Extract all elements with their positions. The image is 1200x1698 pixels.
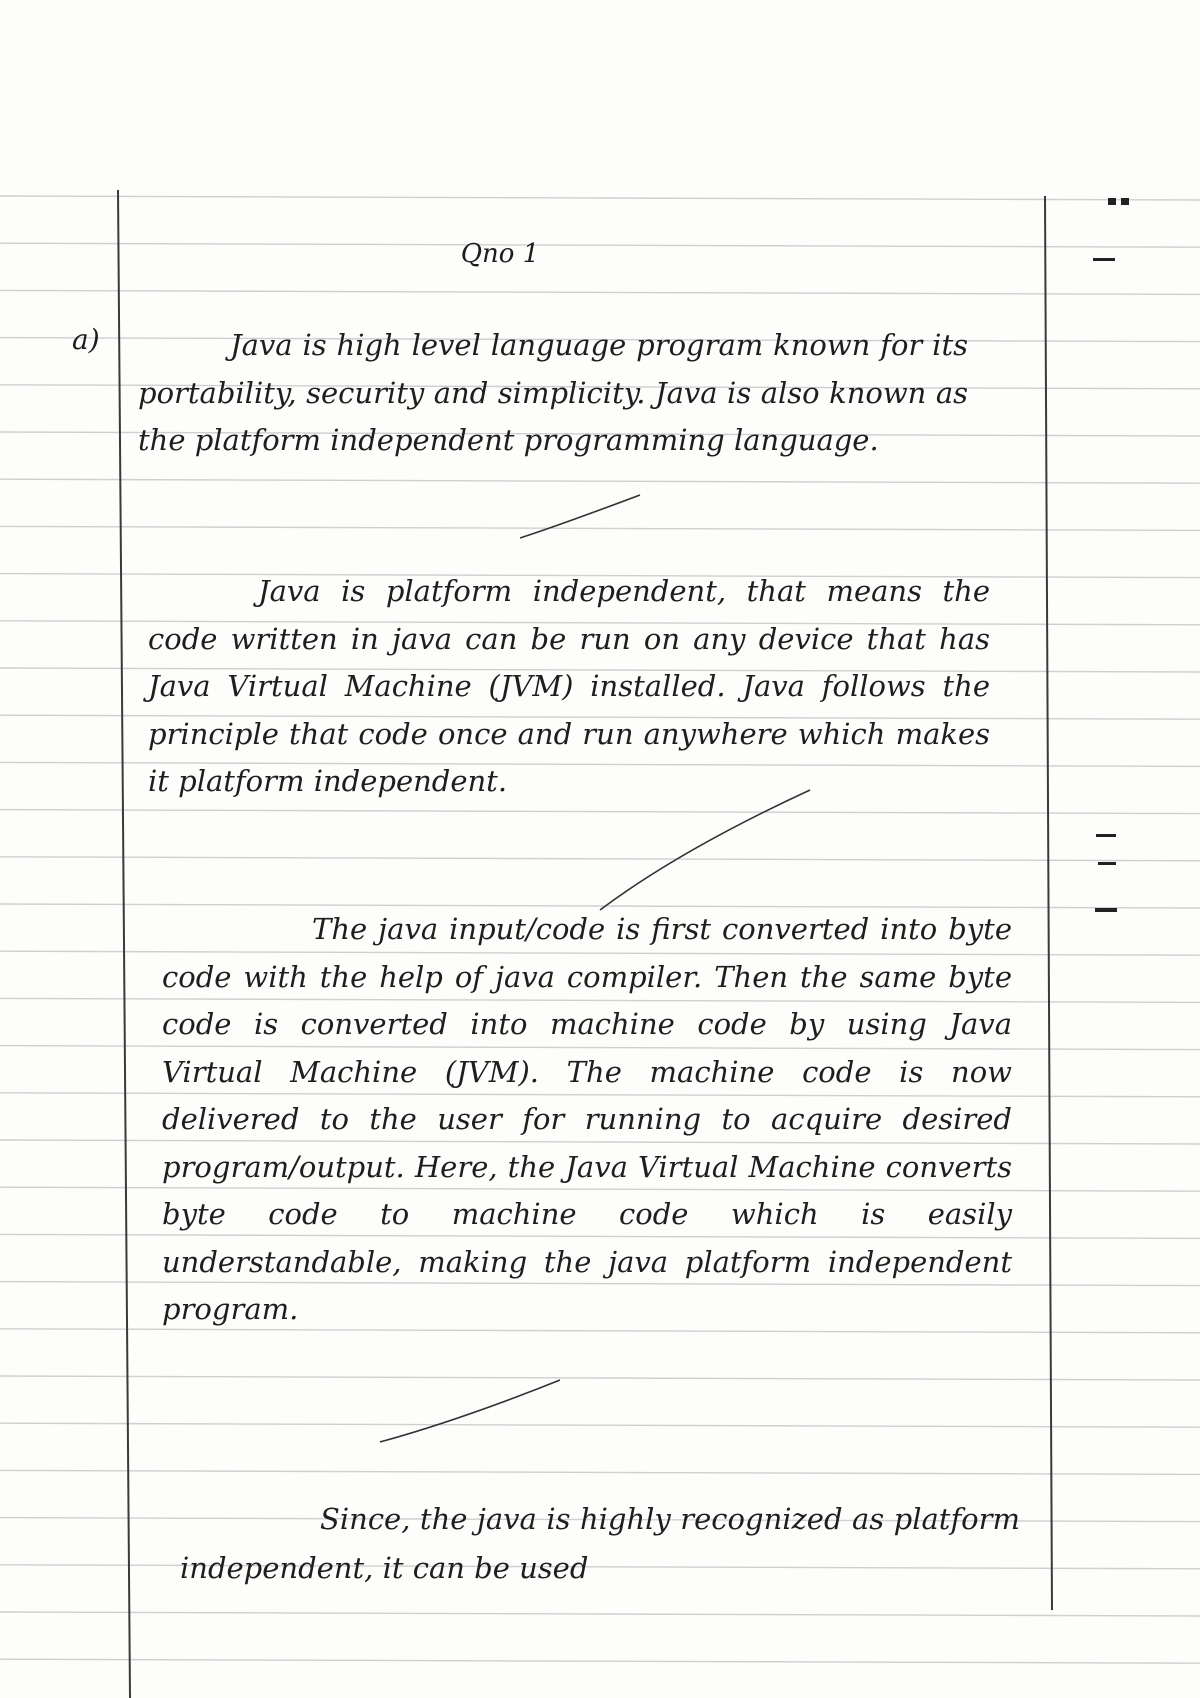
rule-line bbox=[0, 479, 1200, 483]
edge-mark bbox=[1096, 834, 1116, 837]
right-margin-line bbox=[1045, 196, 1052, 1610]
question-heading: Qno 1 bbox=[460, 239, 540, 269]
paragraph-1-text: Java is high level language program known for its portability, security and simplicity. Java is also known as the platform independent programming language. bbox=[138, 328, 968, 457]
paragraph-4-text: Since, the java is highly recognized as platform independent, it can be used bbox=[180, 1502, 1020, 1585]
paragraph-2 bbox=[148, 568, 990, 806]
rule-line bbox=[0, 1423, 1200, 1427]
rule-line bbox=[0, 526, 1200, 530]
rule-line bbox=[0, 243, 1200, 247]
rule-line bbox=[0, 196, 1200, 200]
question-label: a) bbox=[72, 323, 100, 356]
left-margin-line bbox=[118, 190, 130, 1698]
edge-mark bbox=[1121, 198, 1129, 205]
edge-mark bbox=[1093, 258, 1115, 261]
paragraph-2-text: Java is platform independent, that means the code written in java can be run on any device that has Java Virtual Machine (JVM) installed. Java follows the principle that code once and run anywhere which makes it platform independent. bbox=[148, 574, 990, 798]
paragraph-1 bbox=[138, 322, 968, 465]
paragraph-3 bbox=[162, 906, 1012, 1334]
paragraph-4 bbox=[180, 1495, 1020, 1593]
rule-line bbox=[0, 857, 1200, 861]
rule-line bbox=[0, 810, 1200, 814]
paragraph-3-text: The java input/code is first converted into byte code with the help of java compiler. Then the same byte code is converted into machine code by using Java Virtual Machine (JVM). The machine code is now delivered to the user for running to acquire desired program/output. Here, the Java Virtual Machine converts byte code to machine code which is easily understandable, making the java platform independent program. bbox=[162, 912, 1012, 1326]
rule-line bbox=[0, 1376, 1200, 1380]
rule-line bbox=[0, 1659, 1200, 1663]
edge-mark bbox=[1098, 862, 1116, 865]
rule-line bbox=[0, 1612, 1200, 1616]
rule-line bbox=[0, 1470, 1200, 1474]
edge-mark bbox=[1108, 198, 1116, 205]
edge-mark bbox=[1095, 908, 1117, 912]
rule-line bbox=[0, 290, 1200, 294]
